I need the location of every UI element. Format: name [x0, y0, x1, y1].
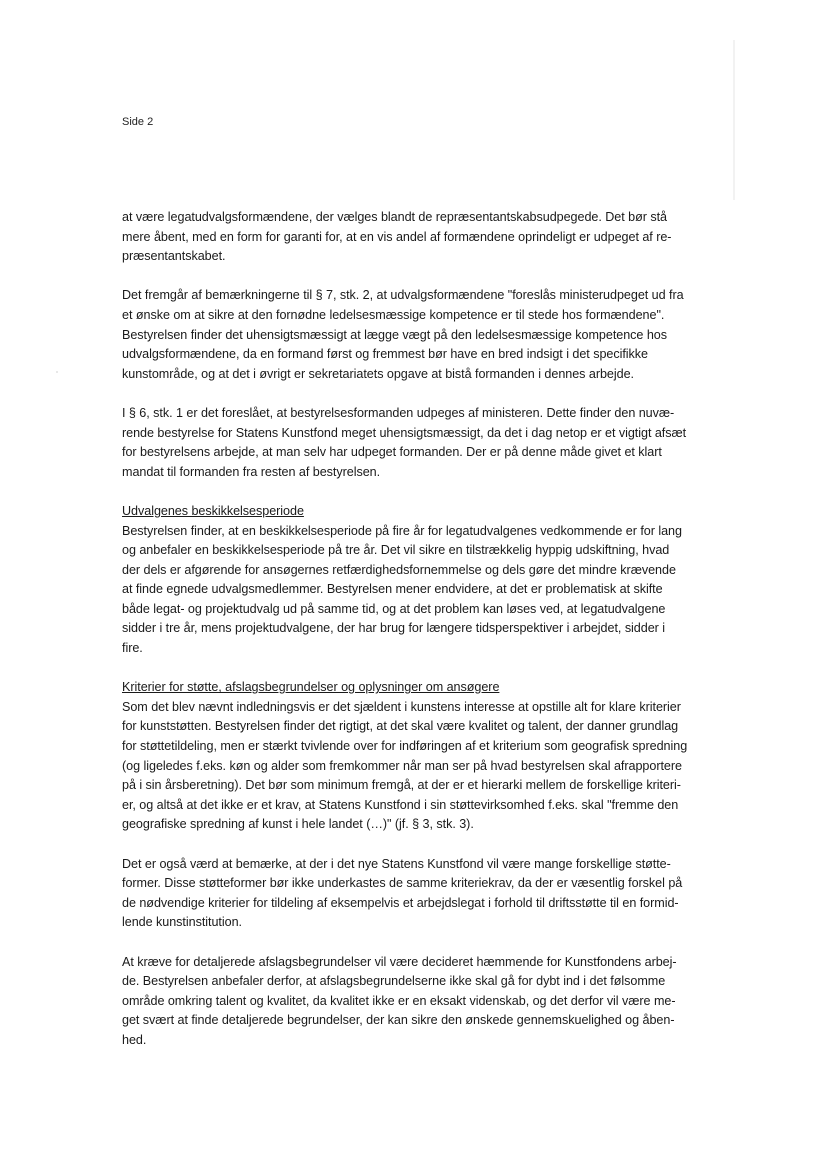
text-line: geografiske spredning af kunst i hele landet (…)" (jf. § 3, stk. 3). [122, 817, 474, 832]
section-kriterier [122, 678, 722, 835]
text-line: I § 6, stk. 1 er det foreslået, at bestyrelsesformanden udpeges af ministeren. Dette finder den nuvæ- [122, 405, 675, 420]
text-line: at være legatudvalgsformændene, der vælges blandt de repræsentantskabsudpegede. Det bør stå [122, 210, 668, 224]
text-line: mere åbent, med en form for garanti for, at en vis andel af formændene oprindeligt er udpeget af re- [122, 229, 672, 244]
text-line: de nødvendige kriterier for tildeling af eksempelvis et arbejdslegat i forhold til driftsstøtte til en formid- [122, 895, 679, 910]
text-line: mandat til formanden fra resten af bestyrelsen. [122, 464, 381, 479]
paragraph-2 [122, 286, 722, 384]
text-line: et ønske om at sikre at den fornødne ledelsesmæssige kompetence er til stede hos formændene". [122, 307, 665, 322]
paragraph-1 [122, 208, 722, 267]
text-line: område omkring talent og kvalitet, da kvalitet ikke er en eksakt videnskab, og det derfor vil være me- [122, 993, 676, 1008]
section-heading: Kriterier for støtte, afslagsbegrundelser og oplysninger om ansøgere [122, 680, 500, 695]
text-line: At kræve for detaljerede afslagsbegrundelser vil være decideret hæmmende for Kunstfondens arbej- [122, 954, 677, 969]
text-line: fire. [122, 641, 143, 656]
text-line: get svært at finde detaljerede begrundelser, der kan sikre den ønskede gennemskuelighed og åben- [122, 1013, 675, 1028]
text-line: på i sin årsberetning). Det bør som minimum fremgå, at der er et hierarki mellem de forskellige kriteri- [122, 778, 681, 793]
document-body [122, 208, 722, 1070]
text-line: hed. [122, 1032, 147, 1047]
text-line: lende kunstinstitution. [122, 915, 242, 930]
text-line: Bestyrelsen finder, at en beskikkelsesperiode på fire år for legatudvalgenes vedkommende er for lang [122, 523, 682, 538]
paragraph-afslagsbegrundelser [122, 953, 722, 1051]
text-line: Bestyrelsen finder det uhensigtsmæssigt at lægge vægt på den ledelsesmæssige kompetence hos [122, 327, 667, 342]
text-line: sidder i tre år, mens projektudvalgene, der har brug for længere tidsperspektiver i arbejdet, sidder i [122, 621, 666, 636]
text-line: Det er også værd at bemærke, at der i det nye Statens Kunstfond vil være mange forskellige støtte- [122, 856, 671, 871]
text-line: for bestyrelsens arbejde, at man selv har udpeget formanden. Der er på denne måde givet et klart [122, 445, 662, 460]
paragraph-3 [122, 404, 722, 482]
text-line: og anbefaler en beskikkelsesperiode på tre år. Det vil sikre en tilstrækkelig hyppig udskiftning, hvad [122, 543, 670, 558]
text-line: Det fremgår af bemærkningerne til § 7, stk. 2, at udvalgsformændene "foreslås ministerudpeget ud fra [122, 288, 684, 303]
text-line: for støttetildeling, men er stærkt tvivlende over for indføringen af et kriterium som geografisk spredning [122, 739, 688, 754]
page-label: Side 2 [122, 116, 154, 128]
text-line: at finde egnede udvalgsmedlemmer. Bestyrelsen mener endvidere, at det er problematisk at skifte [122, 582, 663, 597]
section-heading: Udvalgenes beskikkelsesperiode [122, 503, 304, 518]
text-line: udvalgsformændene, da en formand først og fremmest bør have en bred indsigt i det specifikke [122, 347, 648, 362]
text-line: former. Disse støtteformer bør ikke underkastes de samme kriteriekrav, da der er væsentlig forskel på [122, 876, 683, 891]
text-line: der dels er afgørende for ansøgernes retfærdighedsfornemmelse og dels gøre det mindre krævende [122, 562, 676, 577]
text-line: de. Bestyrelsen anbefaler derfor, at afslagsbegrundelserne ikke skal gå for dybt ind i det følsomme [122, 974, 666, 989]
text-line: Som det blev nævnt indledningsvis er det sjældent i kunstens interesse at opstille alt for klare kriterier [122, 699, 681, 714]
text-line: rende bestyrelse for Statens Kunstfond meget uhensigtsmæssigt, da det i dag netop er et vigtigt afsæt [122, 425, 687, 440]
text-line: både legat- og projektudvalg ud på samme tid, og at det problem kan løses ved, at legatudvalgene [122, 601, 666, 616]
text-line: (og ligeledes f.eks. køn og alder som fremkommer når man ser på hvad bestyrelsen skal afrapportere [122, 758, 682, 773]
scan-dot-mark [56, 371, 58, 373]
text-line: for kunststøtten. Bestyrelsen finder det rigtigt, at det skal være kvalitet og talent, der danner grundlag [122, 719, 679, 734]
paragraph-stoetteformer [122, 855, 722, 933]
text-line: kunstområde, og at det i øvrigt er sekretariatets opgave at bistå formanden i dennes arbejde. [122, 366, 634, 381]
text-line: præsentantskabet. [122, 249, 226, 264]
section-beskikkelsesperiode [122, 502, 722, 659]
scan-edge-mark [733, 40, 735, 200]
text-line: er, og altså at det ikke er et krav, at Statens Kunstfond i sin støttevirksomhed f.eks. skal "fremme den [122, 797, 679, 812]
